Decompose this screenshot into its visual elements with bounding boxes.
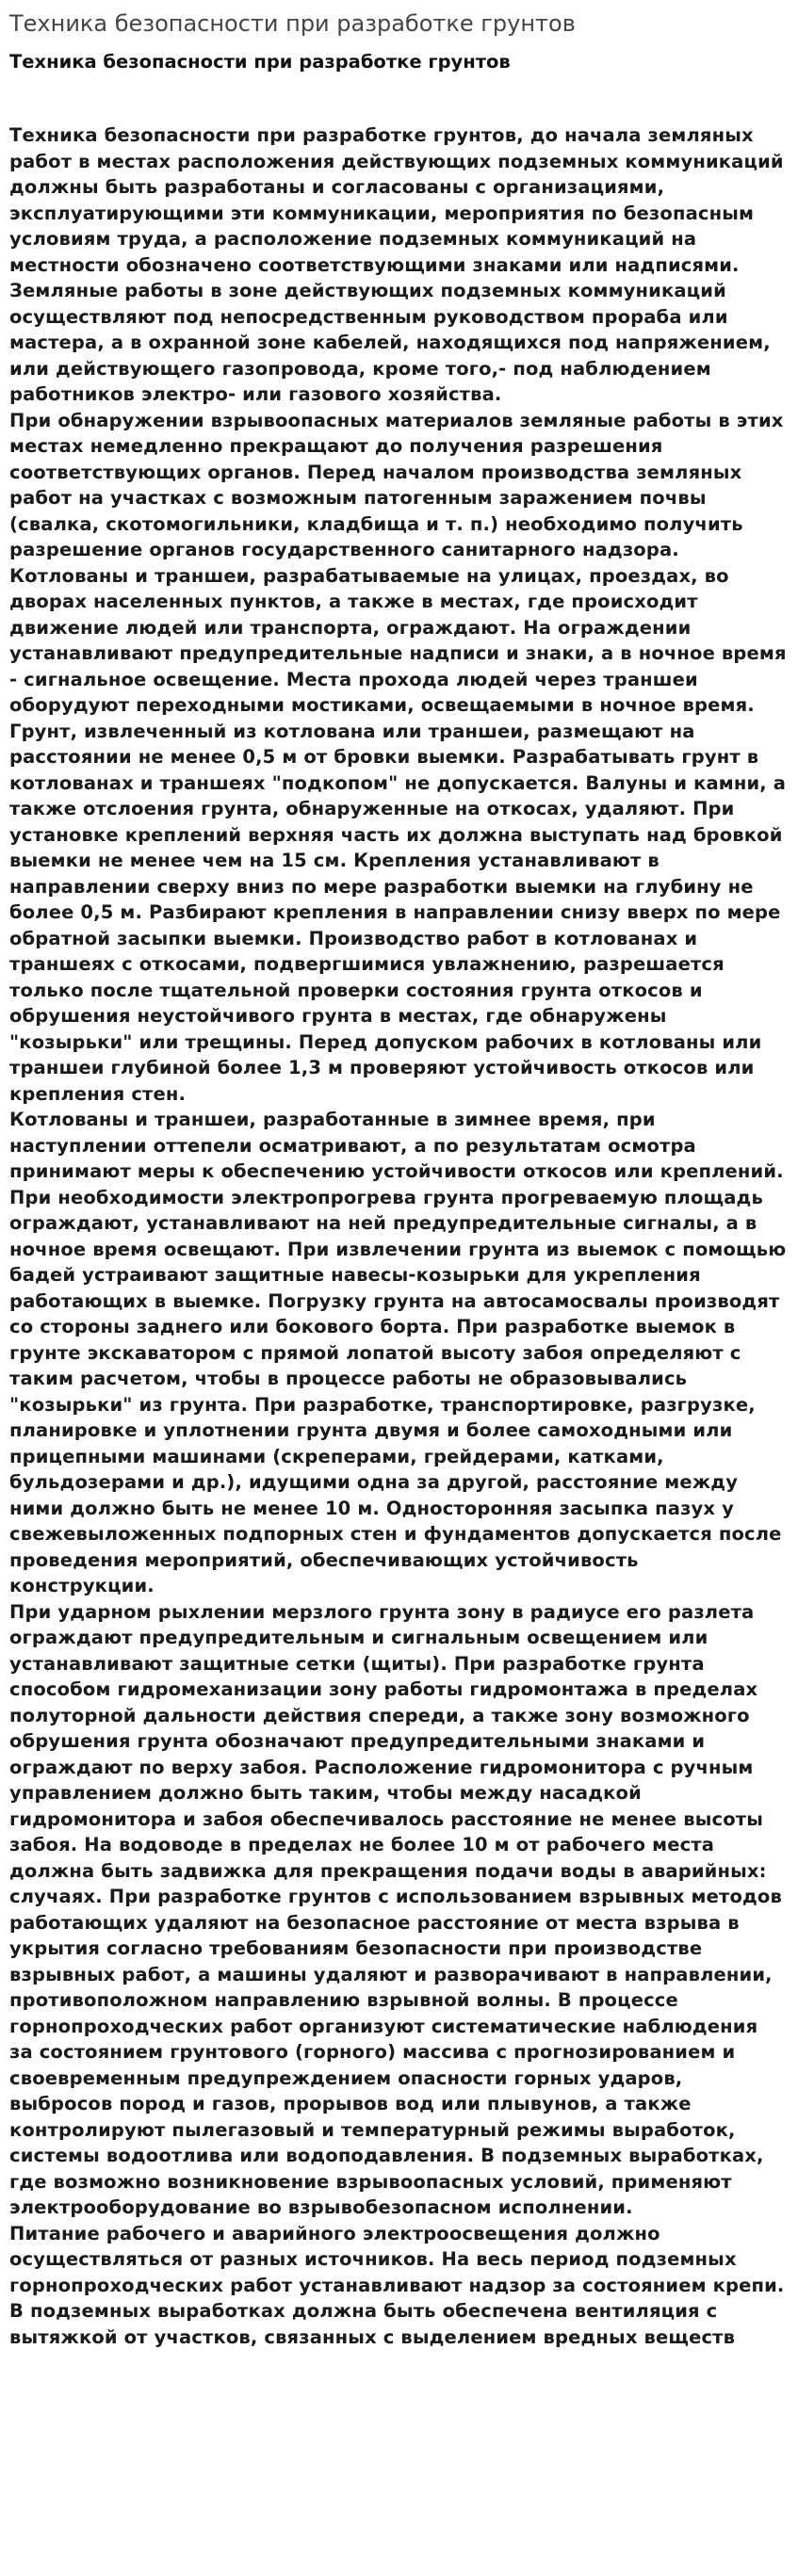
article-paragraph: Питание рабочего и аварийного электроосвещения должно осуществляться от разных источников. На весь период подземных горнопроходческих работ устанавливают надзор за состоянием крепи. В подземных выработках должна быть обеспечена вентиляция с вытяжкой от участков, связанных с выделением вредных веществ	[9, 2222, 785, 2348]
article-paragraph: При ударном рыхлении мерзлого грунта зону в радиусе его разлета ограждают предупредительным и сигнальным освещением или устанавливают защитные сетки (щиты). При разработке грунта способом гидромеханизации зону работы гидромонтажа в пределах полуторной дальности действия спереди, а также зону возможного обрушения грунта обозначают предупредительными знаками и ограждают по верху забоя. Расположение гидромонитора с ручным управлением должно быть таким, чтобы между насадкой гидромонитора и забоя обеспечивалось расстояние не менее высоты забоя. На водоводе в пределах не более 10 м от рабочего места должна быть задвижка для прекращения подачи воды в аварийных: случаях. При разработке грунтов с использованием взрывных методов работающих удаляют на безопасное расстояние от места взрыва в укрытия согласно требованиям безопасности при производстве взрывных работ, а машины удаляют и разворачивают в направлении, противоположном направлению взрывной волны. В процессе горнопроходческих работ организуют систематические наблюдения за состоянием грунтового (горного) массива с прогнозированием и своевременным предупреждением опасности горных ударов, выбросов пород и газов, прорывов вод или плывунов, а также контролируют пылегазовый и температурный режимы выработок, системы водоотлива или водоподавления. В подземных выработках, где возможно возникновение взрывоопасных условий, применяют электрооборудование во взрывобезопасном исполнении.	[9, 1600, 782, 2218]
article-subtitle: Техника безопасности при разработке грунтов	[9, 51, 511, 73]
site-title: Техника безопасности при разработке грунтов	[9, 10, 576, 37]
article-paragraph: Земляные работы в зоне действующих подземных коммуникаций осуществляют под непосредственным руководством прораба или мастера, а в охранной зоне кабелей, находящихся под напряжением, или действующего газопровода, кроме того,- под наблюдением работников электро- или газового хозяйства.	[9, 280, 771, 405]
article-paragraph: Техника безопасности при разработке грунтов, до начала земляных работ в местах расположения действующих подземных коммуникаций должны быть разработаны и согласованы с организациями, эксплуатирующими эти коммуникации, мероприятия по безопасным условиям труда, а расположение подземных коммуникаций на местности обозначено соответствующими знаками или надписями.	[9, 124, 784, 276]
article-paragraph: При обнаружении взрывоопасных материалов земляные работы в этих местах немедленно прекращают до получения разрешения соответствующих органов. Перед началом производства земляных работ на участках с возможным патогенным заражением почвы (свалка, скотомогильники, кладбища и т. п.) необходимо получить разрешение органов государственного санитарного надзора. Котлованы и траншеи, разрабатываемые на улицах, проездах, во дворах населенных пунктов, а также в местах, где происходит движение людей или транспорта, ограждают. На ограждении устанавливают предупредительные надписи и знаки, а в ночное время - сигнальное освещение. Места прохода людей через траншеи оборудуют переходными мостиками, освещаемыми в ночное время. Грунт, извлеченный из котлована или траншеи, размещают на расстоянии не менее 0,5 м от бровки выемки. Разрабатывать грунт в котлованах и траншеях "подкопом" не допускается. Валуны и камни, а также отслоения грунта, обнаруженные на откосах, удаляют. При установке креплений верхняя часть их должна выступать над бровкой выемки не менее чем на 15 см. Крепления устанавливают в направлении сверху вниз по мере разработки выемки на глубину не более 0,5 м. Разбирают крепления в направлении снизу вверх по мере обратной засыпки выемки. Производство работ в котлованах и траншеях с откосами, подвергшимися увлажнению, разрешается только после тщательной проверки состояния грунта откосов и обрушения неустойчивого грунта в местах, где обнаружены "козырьки" или трещины. Перед допуском рабочих в котлованы или траншеи глубиной более 1,3 м проверяют устойчивость откосов или крепления стен.	[9, 409, 787, 1105]
article-paragraph: Котлованы и траншеи, разработанные в зимнее время, при наступлении оттепели осматривают, а по результатам осмотра принимают меры к обеспечению устойчивости откосов или креплений. При необходимости электропрогрева грунта прогреваемую площадь ограждают, устанавливают на ней предупредительные сигналы, а в ночное время освещают. При извлечении грунта из выемок с помощью бадей устраивают защитные навесы-козырьки для укрепления работающих в выемке. Погрузку грунта на автосамосвалы производят со стороны заднего или бокового борта. При разработке выемок в грунте экскаватором с прямой лопатой высоту забоя определяют с таким расчетом, чтобы в процессе работы не образовывались "козырьки" из грунта. При разработке, транспортировке, разгрузке, планировке и уплотнении грунта двумя и более самоходными или прицепными машинами (скреперами, грейдерами, катками, бульдозерами и др.), идущими одна за другой, расстояние между ними должно быть не менее 10 м. Односторонняя засыпка пазух у свежевыложенных подпорных стен и фундаментов допускается после проведения мероприятий, обеспечивающих устойчивость конструкции.	[9, 1109, 787, 1596]
article-body	[9, 122, 787, 2350]
